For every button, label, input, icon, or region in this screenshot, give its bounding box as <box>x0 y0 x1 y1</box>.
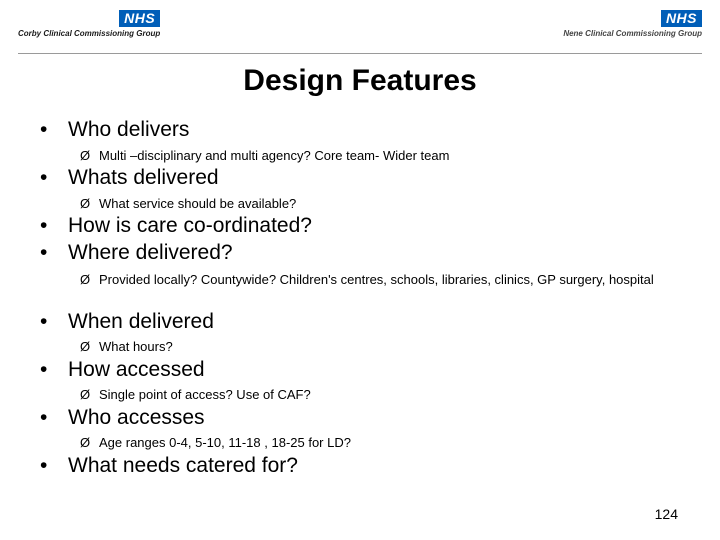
bullet-item <box>40 406 205 430</box>
sub-bullet-item <box>80 147 680 164</box>
bullet-icon: • <box>40 358 48 381</box>
bullet-icon: • <box>40 310 48 333</box>
header-divider <box>18 53 702 54</box>
bullet-icon: • <box>40 241 48 264</box>
sub-bullet-text: What service should be available? <box>99 196 297 211</box>
bullet-text: Who accesses <box>68 406 205 429</box>
bullet-text: What needs catered for? <box>68 454 298 477</box>
sub-bullet-text: Provided locally? Countywide? Children's centres, schools, libraries, clinics, GP surgery, hospital <box>99 272 654 287</box>
bullet-icon: • <box>40 166 48 189</box>
arrow-bullet-icon: Ø <box>80 148 91 163</box>
bullet-item <box>40 166 219 190</box>
bullet-text: How accessed <box>68 358 205 381</box>
sub-bullet-text: Age ranges 0-4, 5-10, 11-18 , 18-25 for LD? <box>99 435 351 450</box>
logo-org-name: Corby Clinical Commissioning Group <box>18 29 161 38</box>
bullet-icon: • <box>40 406 48 429</box>
arrow-bullet-icon: Ø <box>80 272 91 287</box>
logo-org-name: Nene Clinical Commissioning Group <box>563 29 702 38</box>
sub-bullet-item <box>80 195 680 212</box>
bullet-icon: • <box>40 118 48 141</box>
sub-bullet-text: Multi –disciplinary and multi agency? Core team- Wider team <box>99 148 450 163</box>
arrow-bullet-icon: Ø <box>80 387 91 402</box>
bullet-item <box>40 241 233 265</box>
bullet-text: How is care co-ordinated? <box>68 214 312 237</box>
bullet-item <box>40 454 298 478</box>
nhs-badge: NHS <box>119 10 160 27</box>
bullet-text: Whats delivered <box>68 166 219 189</box>
bullet-item <box>40 358 205 382</box>
sub-bullet-item <box>80 271 680 288</box>
sub-bullet-text: Single point of access? Use of CAF? <box>99 387 311 402</box>
nhs-badge: NHS <box>661 10 702 27</box>
bullet-item <box>40 214 312 238</box>
bullet-text: Who delivers <box>68 118 190 141</box>
arrow-bullet-icon: Ø <box>80 339 91 354</box>
bullet-icon: • <box>40 454 48 477</box>
sub-bullet-item <box>80 434 680 451</box>
sub-bullet-item <box>80 338 680 355</box>
bullet-item <box>40 118 189 142</box>
sub-bullet-text: What hours? <box>99 339 173 354</box>
page-number: 124 <box>654 506 678 522</box>
nene-ccg-logo <box>563 10 702 38</box>
slide-title: Design Features <box>243 64 477 97</box>
bullet-item <box>40 310 214 334</box>
arrow-bullet-icon: Ø <box>80 435 91 450</box>
bullet-text: Where delivered? <box>68 241 233 264</box>
bullet-icon: • <box>40 214 48 237</box>
bullet-text: When delivered <box>68 310 214 333</box>
arrow-bullet-icon: Ø <box>80 196 91 211</box>
sub-bullet-item <box>80 386 680 403</box>
corby-ccg-logo <box>18 10 160 38</box>
